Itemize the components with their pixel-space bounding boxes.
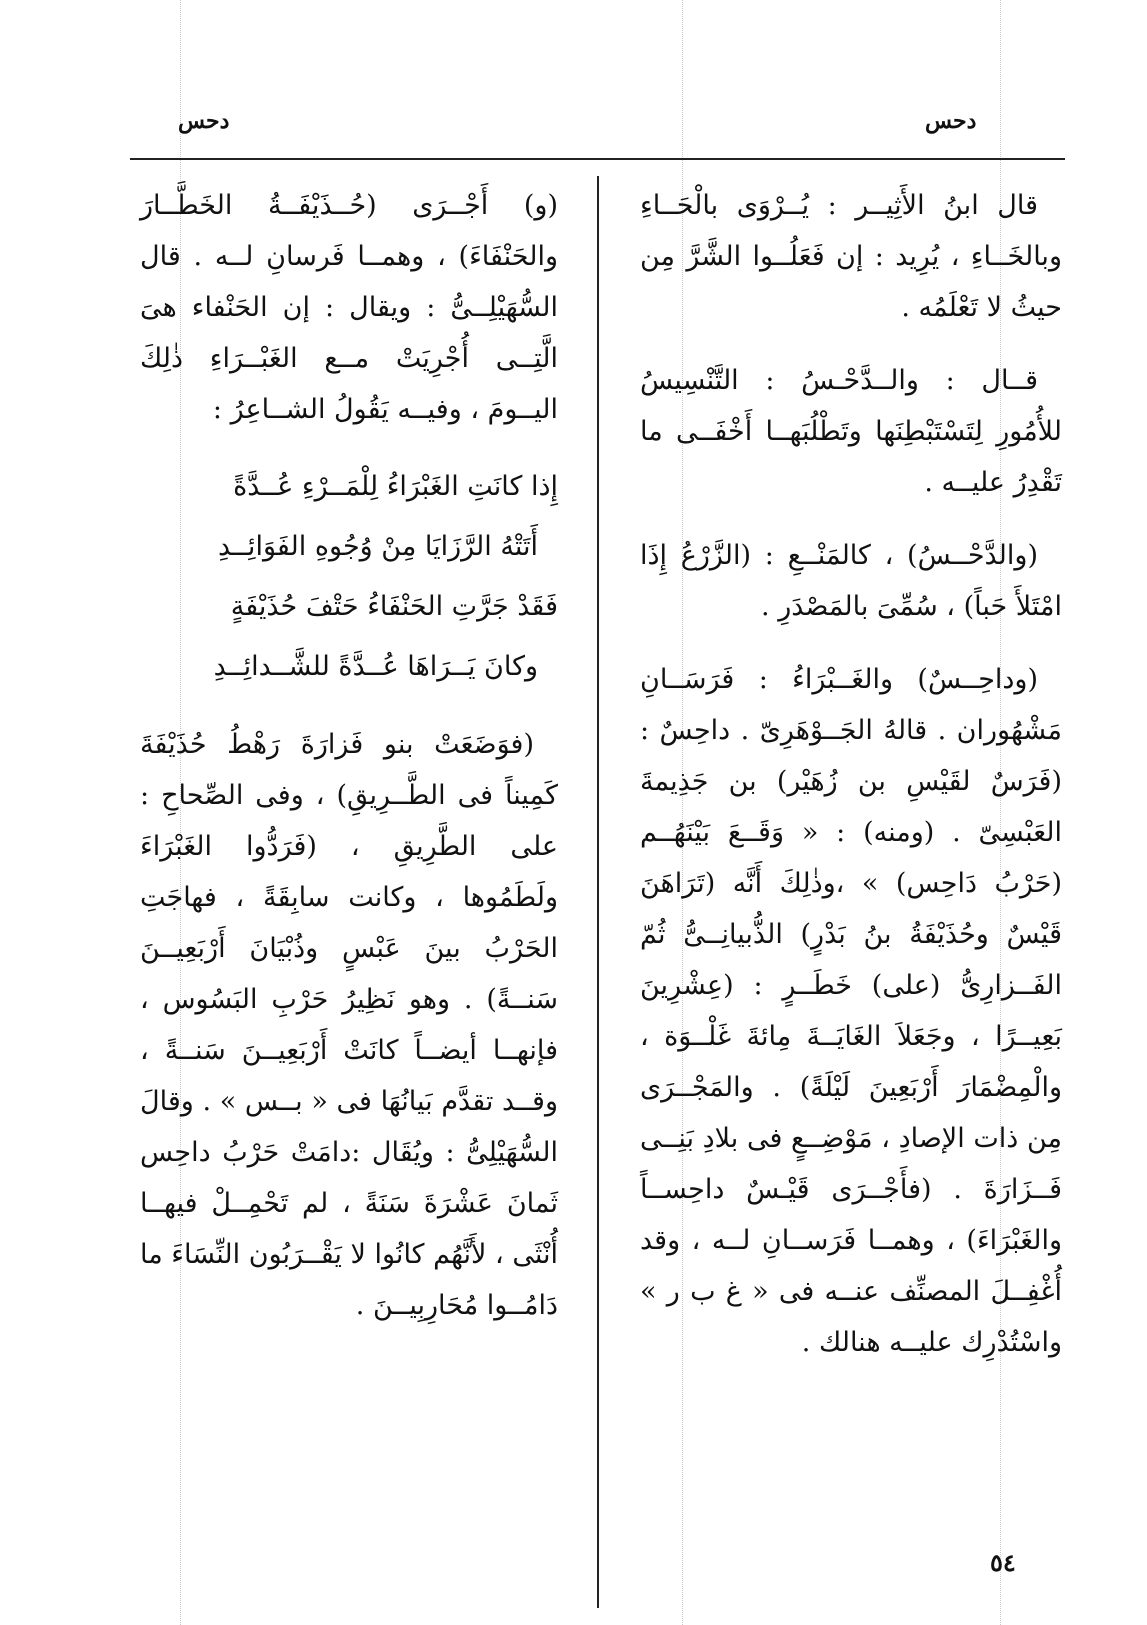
paragraph: (والدَّحْــسُ) ، كالمَنْــعِ : (الزَّرْعُ إِذَا امْتَلأَ حَباً) ، سُمِّىَ بالمَصْدَرِ . — [640, 540, 1062, 622]
right-column — [640, 180, 1062, 1390]
header-rule — [130, 158, 1065, 160]
paragraph: (وداحِــسٌ) والغَــبْرَاءُ : فَرَسَــانِ مَشْهُوران . قالهُ الجَــوْهَرِىّ . داحِسٌ : (فَرَسٌ لقَيْسِ بن زُهَيْر) بن جَذِيمةَ العَبْسِىّ . (ومنه) : « وَقَــعَ بَيْنَهُــم (حَرْبُ دَاحِس) » ،وذٰلِكَ أَنَّه (تَرَاهَنَ قَيْسٌ وحُذَيْفَةُ بنُ بَدْرٍ) الذُّبيانِــىُّ ثُمّ الفَــزارِىُّ (على) خَطَــرٍ : (عِشْرِينَ بَعِيــرًا ، وجَعَلاَ الغَايَــةَ مِائةَ غَلْــوَة ، والْمِضْمَارَ أَرْبَعِينَ لَيْلَةً) . والمَجْــرَى مِن ذات الإصادِ ، مَوْضِــعٍ فى بلادِ بَنِــى فَــزَارَةَ . (فأَجْــرَى قَيْـسٌ داحِســاً والغَبْرَاءَ) ، وهمــا فَرَســانِ لــه ، وقد أُغْفِــلَ المصنِّف عنــه فى « غ ب ر » واسْتُدْرِك عليــه هنالك . — [640, 664, 1062, 1358]
left-column — [140, 180, 558, 1353]
verse-line: إِذا كانَتِ الغَبْرَاءُ لِلْمَــرْءِ عُــدَّةً — [233, 471, 558, 502]
paragraph: (فوَضَعَتْ بنو فَزارَةَ رَهْطُ حُذَيْفَةَ كَمِيناً فى الطَّــرِيقِ) ، وفى الصِّحاحِ : على الطَّرِيقِ ، (فَرَدُّوا الغَبْرَاءَ ولَطَمُوها ، وكانت سابِقَةً ، فهاجَتِ الحَرْبُ بينَ عَبْسٍ وذُبْيَانَ أَرْبَعِيــنَ سَنــةً) . وهو نَظِيرُ حَرْبِ البَسُوس ، فإنهــا أيضــاً كانَتْ أَرْبَعِيــنَ سَنــةً ، وقــد تقدَّم بَيانُهَا فى « بــس » . وقالَ السُّهَيْلِىُّ : ويُقَال :دامَتْ حَرْبُ داحِس ثَمانَ عَشْرَةَ سَنَةً ، لم تَحْمِــلْ فيهــا أُنْثَى ، لأَنَّهُم كانُوا لا يَقْــرَبُون النِّسَاءَ ما دَامُــوا مُحَارِبِيــنَ . — [140, 729, 558, 1321]
verse-line: أَتَتْهُ الرَّزَايَا مِنْ وُجُوهِ الفَوَائِــدِ — [217, 531, 538, 562]
page-number: ٥٤ — [990, 1548, 1016, 1577]
verse-line: فَقَدْ جَرَّتِ الحَنْفَاءُ حَتْفَ حُذَيْفَةٍ — [230, 591, 558, 622]
poem — [140, 457, 558, 697]
running-header-left: دحس — [178, 108, 230, 134]
column-divider — [597, 176, 599, 1608]
paragraph: قال ابنُ الأَثِيــر : يُــرْوَى بالْحَــاءِ وبالخَــاءِ ، يُرِيد : إن فَعَلُــوا الشَّرَّ مِن حيثُ لا تَعْلَمُه . — [640, 190, 1062, 323]
running-header-right: دحس — [925, 108, 977, 134]
verse-line: وكانَ يَــرَاهَا عُــدَّةً للشَّــدائِــدِ — [213, 651, 538, 682]
paragraph: قــال : والــدَّحْـسُ : التَّنْسِيسُ للأُمُورِ لِتَسْتَبْطِنَها وتَطْلُبَهــا أَخْفَــى ما تَقْدِرُ عليــه . — [640, 365, 1062, 498]
paragraph: (و) أَجْــرَى (حُــذَيْفَــةُ الخَطَّــارَ والحَنْفَاءَ) ، وهمــا فَرسانِ لــه . قال السُّهَيْلِــىُّ : ويقال : إن الحَنْفاء هىَ الَّتِــى أُجْرِيَتْ مــع الغَبْــرَاءِ ذٰلِكَ اليــومَ ، وفيــه يَقُولُ الشــاعِرُ : — [140, 190, 558, 425]
